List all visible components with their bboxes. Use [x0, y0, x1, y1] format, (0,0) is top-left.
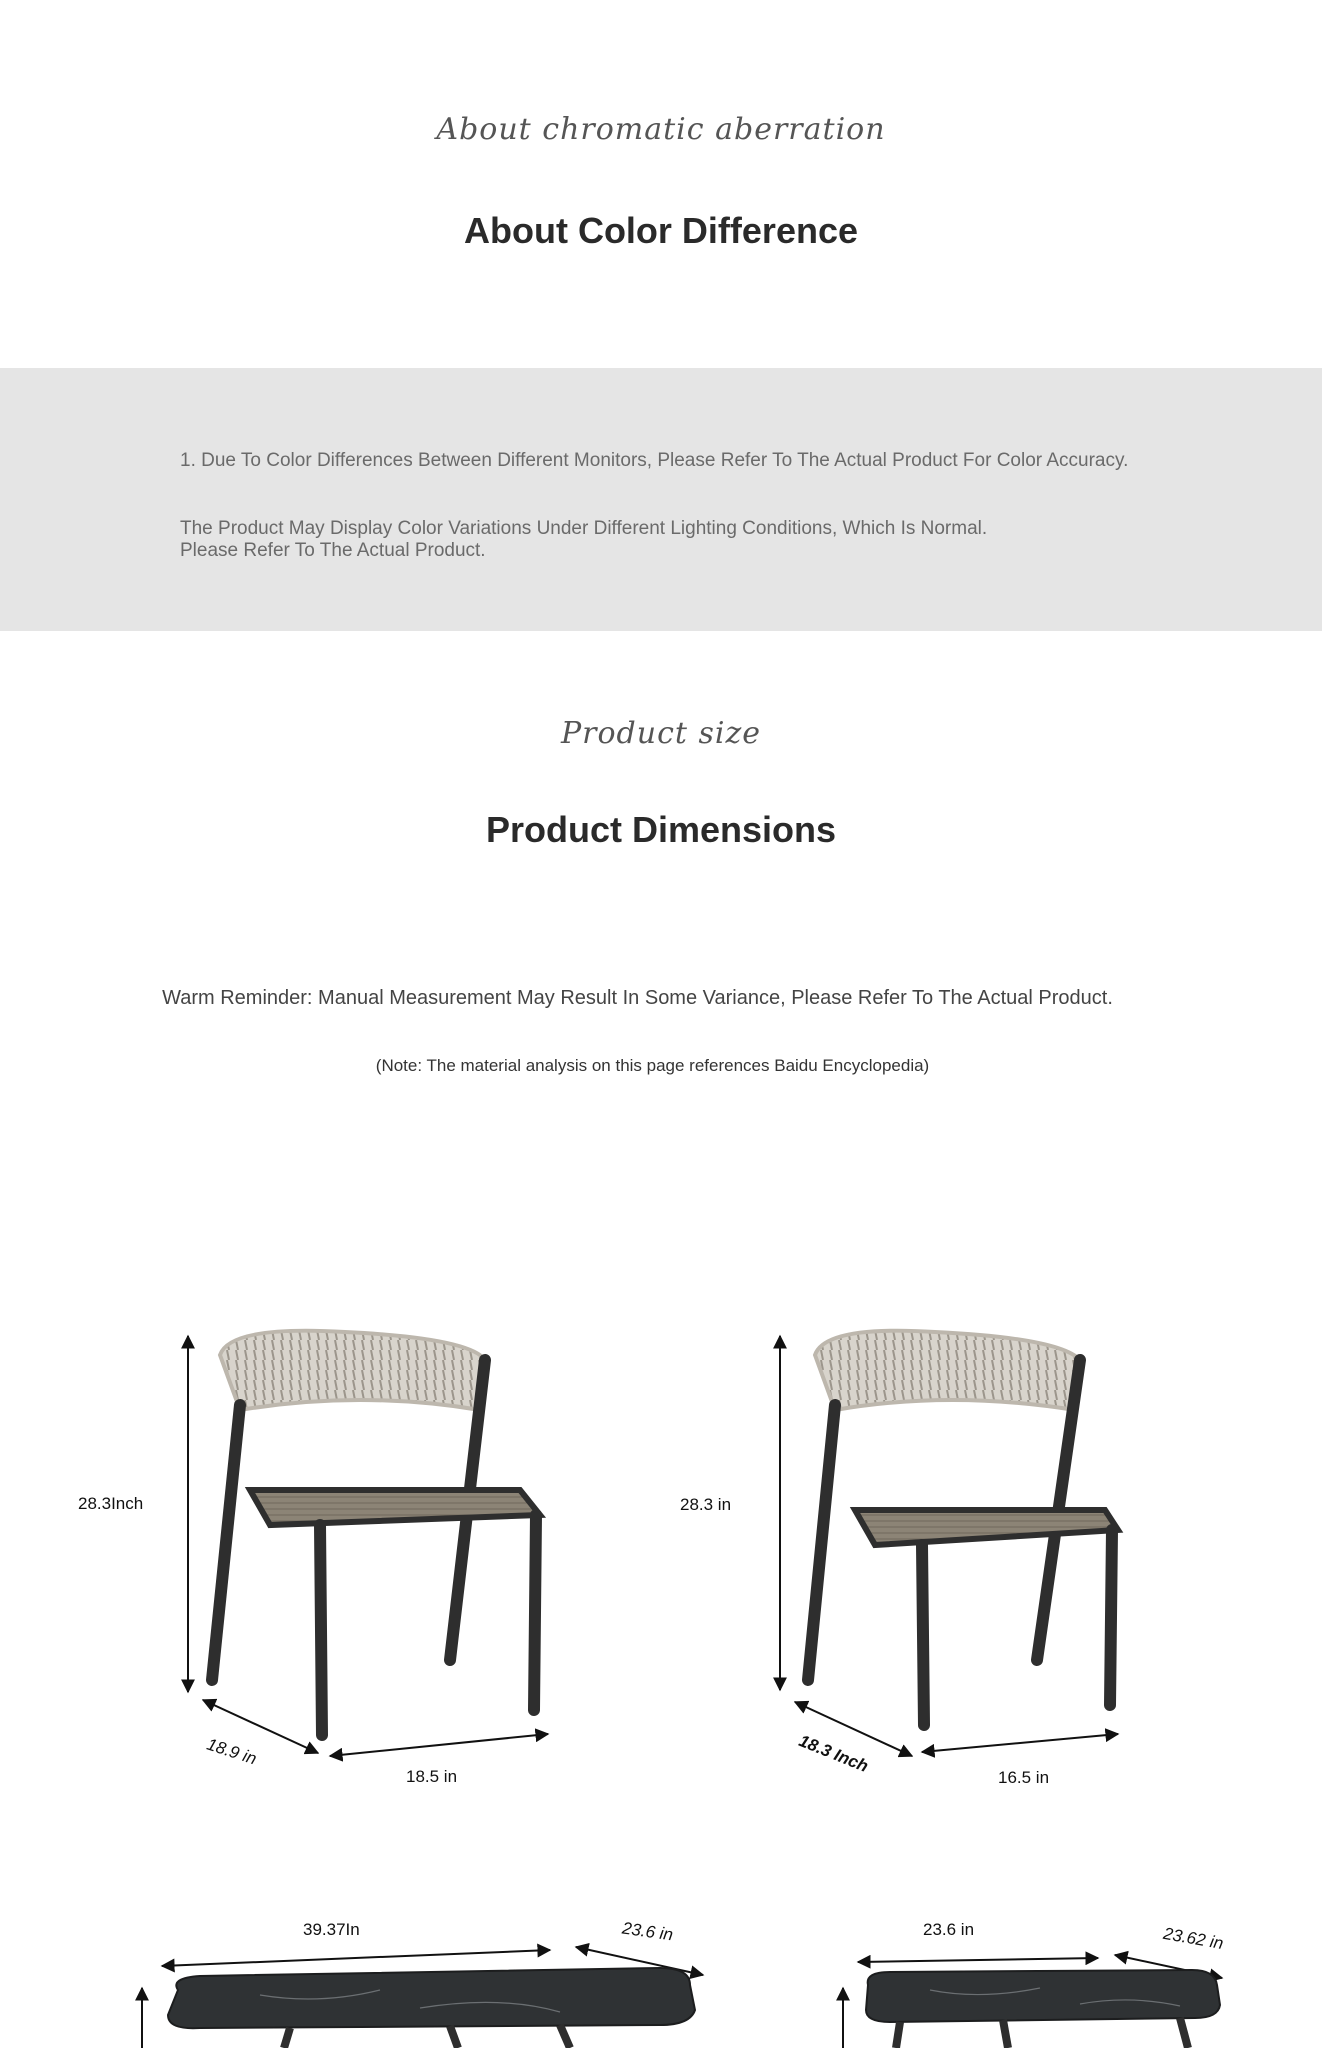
- table-left-depth-label: 23.6 in: [620, 1918, 675, 1945]
- color-note-line2b: Please Refer To The Actual Product.: [180, 540, 486, 561]
- section-title-size: Product Dimensions: [485, 809, 837, 850]
- chair-left-depth-label: 18.9 in: [204, 1734, 259, 1769]
- table-right-drawing: [843, 1955, 1222, 2048]
- table-left-drawing: [142, 1947, 703, 2048]
- section-title-color: About Color Difference: [463, 210, 858, 251]
- chair-right-height-label: 28.3 in: [680, 1495, 732, 1514]
- chair-right-drawing: [780, 1331, 1118, 1756]
- color-note-line2a: The Product May Display Color Variations Under Different Lighting Conditions, Which Is Normal.: [180, 518, 988, 539]
- chair-left-width-label: 18.5 in: [406, 1767, 458, 1786]
- chair-left-height-label: 28.3Inch: [78, 1494, 144, 1513]
- script-title-size: Product size: [560, 716, 762, 751]
- color-note-line1: 1. Due To Color Differences Between Different Monitors, Please Refer To The Actual Product For Color Accuracy.: [180, 450, 1129, 471]
- table-left-width-label: 39.37In: [303, 1920, 360, 1939]
- warm-reminder: Warm Reminder: Manual Measurement May Result In Some Variance, Please Refer To The Actual Product.: [162, 987, 1113, 1009]
- script-title-color: About chromatic aberration: [436, 112, 886, 147]
- table-right-depth-label: 23.62 in: [1161, 1923, 1225, 1954]
- chair-left-drawing: [188, 1331, 548, 1756]
- material-note: (Note: The material analysis on this page references Baidu Encyclopedia): [375, 1056, 930, 1075]
- chair-right-width-label: 16.5 in: [998, 1768, 1050, 1787]
- table-right-width-label: 23.6 in: [923, 1920, 975, 1939]
- chair-right-depth-label: 18.3 Inch: [796, 1731, 871, 1776]
